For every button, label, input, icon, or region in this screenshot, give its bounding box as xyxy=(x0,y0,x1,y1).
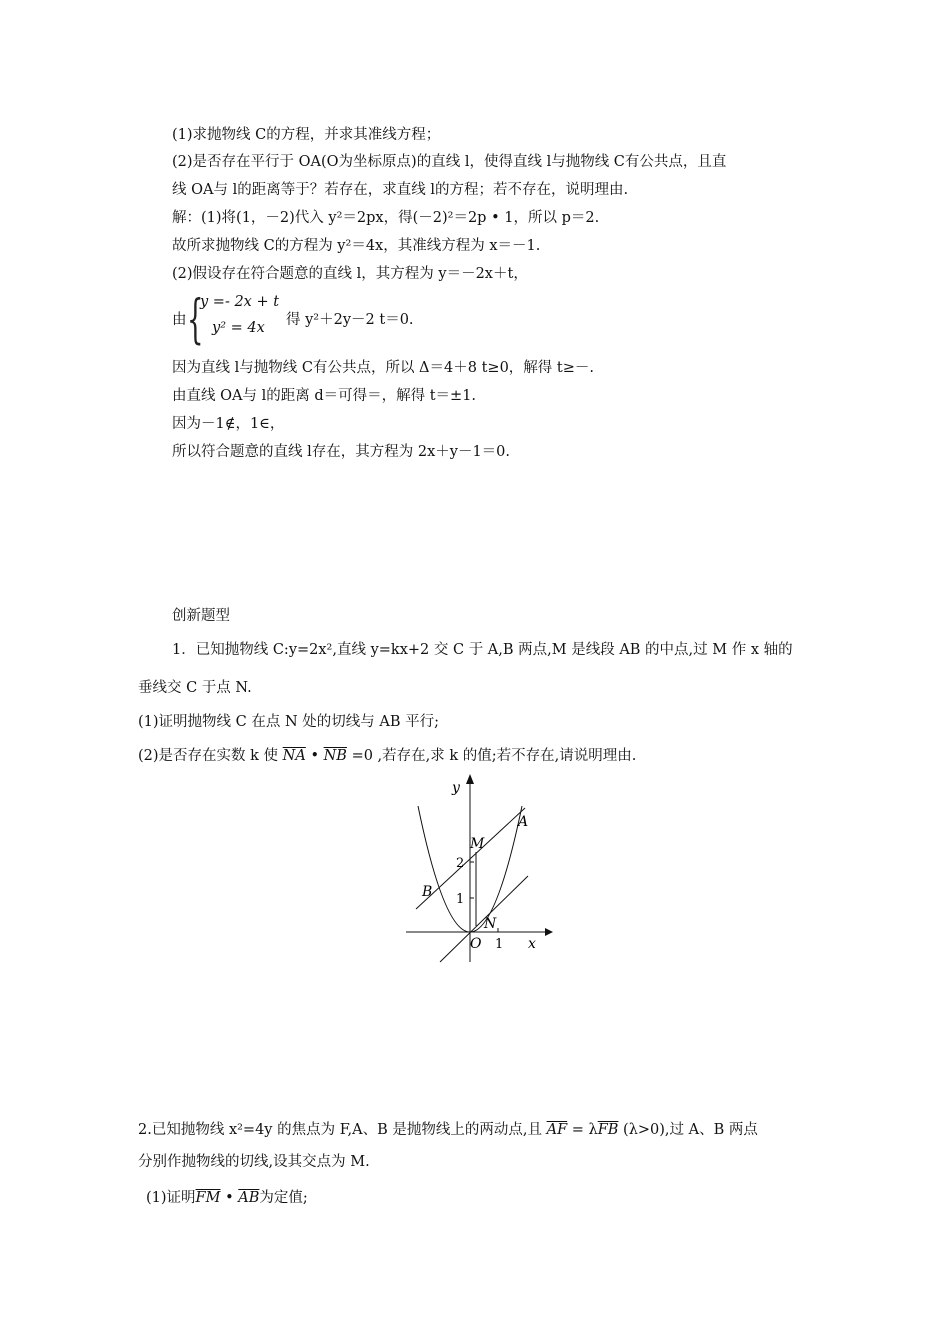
vector-na: $\overline{NA}$ xyxy=(282,748,306,764)
problem1-line1: 1．已知抛物线 C:y=2x²,直线 y=kx+2 交 C 于 A,B 两点,M 是线段 AB 的中点,过 M 作 x 轴的 xyxy=(172,642,793,658)
problem2-line1-pre: 2.已知抛物线 x²=4y 的焦点为 F,A、B 是抛物线上的两动点,且 xyxy=(138,1122,542,1138)
x-axis-arrow-icon xyxy=(545,928,553,936)
dot-operator: • xyxy=(310,748,319,764)
label-m: M xyxy=(470,836,485,852)
problem2-q1 xyxy=(146,1188,308,1208)
question-2-line2: 线 OA与 l的距离等于？若存在，求直线 l的方程；若不存在，说明理由. xyxy=(172,182,629,198)
tick-label-y1: 1 xyxy=(456,892,465,907)
system-result: 得 y²＋2y－2 t＝0. xyxy=(286,312,414,328)
brace-icon: { xyxy=(187,290,204,350)
problem2-q1-post: 为定值; xyxy=(259,1190,308,1206)
solution-line2: 故所求抛物线 C的方程为 y²＝4x，其准线方程为 x＝－1. xyxy=(172,238,541,254)
problem1-q2-post: ,若存在,求 k 的值;若不存在,请说明理由. xyxy=(377,748,637,764)
question-2-line1: (2)是否存在平行于 OA(O为坐标原点)的直线 l，使得直线 l与抛物线 C有公共点，且直 xyxy=(172,154,727,170)
dot-operator-2: • xyxy=(225,1190,234,1206)
system-equation-2: y² = 4x xyxy=(212,320,265,336)
solution-line6: 因为－1∉，1∈， xyxy=(172,416,285,432)
label-n: N xyxy=(484,916,497,932)
problem1-q2 xyxy=(138,746,636,766)
vector-ab: $\overline{AB}$ xyxy=(238,1190,260,1206)
tick-label-x1: 1 xyxy=(495,937,504,952)
parabola-figure xyxy=(400,772,560,967)
problem2-line1-post: (λ>0),过 A、B 两点 xyxy=(623,1122,758,1138)
question-1: (1)求抛物线 C的方程，并求其准线方程； xyxy=(172,127,441,143)
equals-lambda: = λ xyxy=(571,1122,598,1138)
equals-zero: =0 xyxy=(351,748,373,764)
tick-label-y2: 2 xyxy=(456,856,465,871)
vector-nb: $\overline{NB}$ xyxy=(323,748,347,764)
solution-line3: (2)假设存在符合题意的直线 l，其方程为 y＝－2x＋t， xyxy=(172,266,528,282)
system-equation-1: y =- 2x + t xyxy=(200,294,280,310)
solution-line5: 由直线 OA与 l的距离 d＝可得＝，解得 t＝±1. xyxy=(172,388,477,404)
solution-line7: 所以符合题意的直线 l存在，其方程为 2x＋y－1＝0. xyxy=(172,444,511,460)
problem1-q1: (1)证明抛物线 C 在点 N 处的切线与 AB 平行; xyxy=(138,714,439,730)
label-b: B xyxy=(422,884,433,900)
section-title: 创新题型 xyxy=(172,608,230,624)
vector-fb: $\overline{FB}$ xyxy=(597,1122,619,1138)
solution-line1: 解：(1)将(1，－2)代入 y²＝2px，得(－2)²＝2p • 1，所以 p＝2. xyxy=(172,210,600,226)
problem2-line2: 分别作抛物线的切线,设其交点为 M. xyxy=(138,1154,370,1170)
problem2-line1 xyxy=(138,1120,758,1140)
label-a: A xyxy=(518,814,529,830)
label-y: y xyxy=(452,780,460,796)
system-prefix: 由 xyxy=(172,312,187,328)
y-axis-arrow-icon xyxy=(466,774,474,784)
problem2-q1-pre: (1)证明 xyxy=(146,1190,196,1206)
label-o: O xyxy=(470,936,482,952)
vector-fm: $\overline{FM}$ xyxy=(195,1190,221,1206)
label-x: x xyxy=(528,936,536,952)
vector-af: $\overline{AF}$ xyxy=(546,1122,568,1138)
solution-line4: 因为直线 l与抛物线 C有公共点，所以 Δ＝4＋8 t≥0，解得 t≥－. xyxy=(172,360,594,376)
problem1-line2: 垂线交 C 于点 N. xyxy=(138,680,252,696)
problem1-q2-pre: (2)是否存在实数 k 使 xyxy=(138,748,279,764)
equation-system xyxy=(172,292,492,348)
